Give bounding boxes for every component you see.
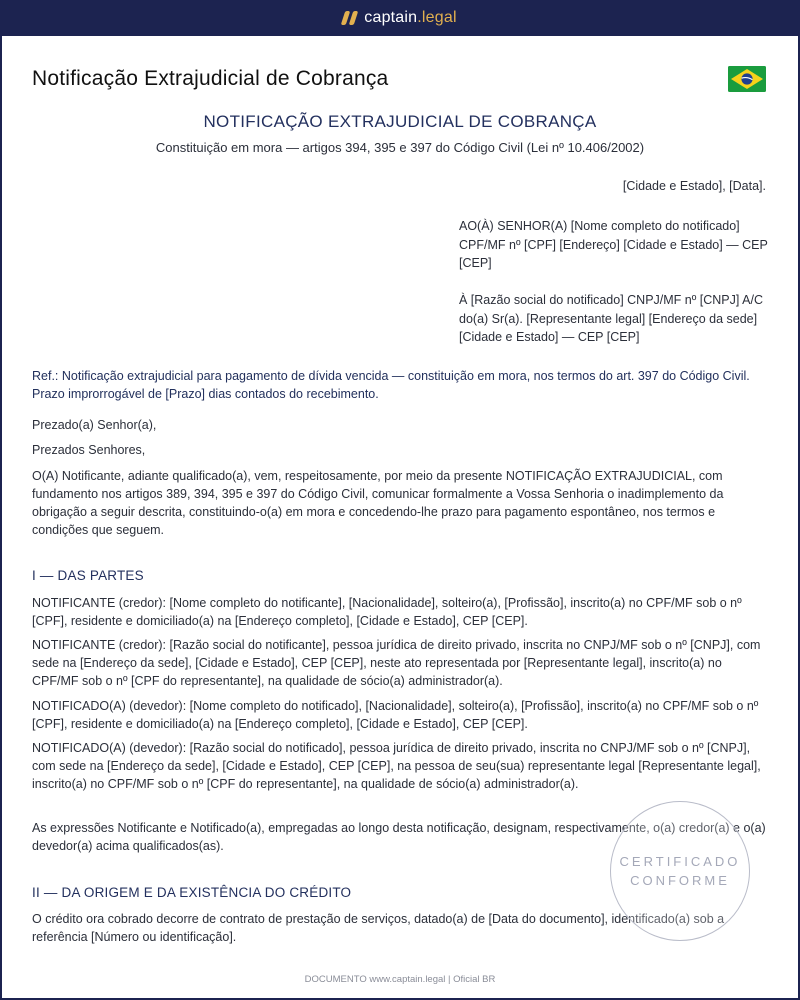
certified-seal-stamp bbox=[610, 801, 750, 941]
document-subtitle: Constituição em mora — artigos 394, 395 e 397 do Código Civil (Lei nº 10.406/2002) bbox=[155, 140, 645, 155]
date-line: [Cidade e Estado], [Data]. bbox=[622, 179, 766, 193]
brazil-flag-icon bbox=[728, 66, 766, 92]
document-title: NOTIFICAÇÃO EXTRAJUDICIAL DE COBRANÇA bbox=[203, 112, 597, 131]
recipient-address-company: À [Razão social do notificado] CNPJ/MF nº [CNPJ] A/C do(a) Sr(a). [Representante legal] [Endereço da sede] [Cidade e Estado] — CEP [CEP] bbox=[459, 293, 763, 344]
party-paragraph: NOTIFICANTE (credor): [Razão social do notificante], pessoa jurídica de direito privado, inscrita no CNPJ/MF sob o nº [CNPJ], com sede na [Endereço da sede], [Cidade e Estado], CEP [CEP], neste ato representada por [Representante legal], inscrito(a) no CPF/MF sob o nº [CPF do representante], na qualidade de sócio(a) administrador(a). bbox=[32, 638, 761, 688]
origin-paragraph: O crédito ora cobrado decorre de contrato de prestação de serviços, datado(a) de [Data do documento], identificado(a) sob a referência [Número ou identificação]. bbox=[32, 912, 725, 944]
document-header bbox=[32, 62, 766, 96]
recipient-address-individual: AO(À) SENHOR(A) [Nome completo do notificado] CPF/MF nº [CPF] [Endereço] [Cidade e Estado] — CEP [CEP] bbox=[459, 219, 768, 270]
greeting-plural: Prezados Senhores, bbox=[32, 443, 146, 457]
definitions-paragraph: As expressões Notificante e Notificado(a), empregadas ao longo desta notificação, designam, respectivamente, o(a) credor(a) e o(a) devedor(a) acima qualificados(as). bbox=[32, 821, 766, 853]
reference-paragraph: Ref.: Notificação extrajudicial para pagamento de dívida vencida — constituição em mora, nos termos do art. 397 do Código Civil. Prazo improrrogável de [Prazo] dias contados do recebimento. bbox=[32, 369, 750, 401]
document-page bbox=[2, 36, 798, 998]
intro-paragraph: O(A) Notificante, adiante qualificado(a), vem, respeitosamente, por meio da presente NOTIFICAÇÃO EXTRAJUDICIAL, com fundamento nos artigos 389, 394, 395 e 397 do Código Civil, comunicar formalmente a Vossa Senhoria o inadimplemento da obrigação a seguir descrita, constituindo-o(a) em mora e concedendo-lhe prazo para pagamento espontâneo, nos termos e condições que seguem. bbox=[32, 469, 724, 537]
party-paragraph: NOTIFICANTE (credor): [Nome completo do notificante], [Nacionalidade], solteiro(a), [Profissão], inscrito(a) no CPF/MF sob o nº [CPF], residente e domiciliado(a) na [Endereço completo], [Cidade e Estado], CEP [CEP]. bbox=[32, 596, 742, 628]
seal-line-1: CERTIFICADO bbox=[619, 854, 741, 869]
page-title: Notificação Extrajudicial de Cobrança bbox=[32, 67, 389, 90]
brand-name: captain.legal bbox=[364, 9, 457, 26]
top-brand-bar bbox=[0, 0, 800, 36]
captain-logo-icon bbox=[343, 11, 356, 25]
party-paragraph: NOTIFICADO(A) (devedor): [Nome completo do notificado], [Nacionalidade], solteiro(a), [Profissão], inscrito(a) no CPF/MF sob o nº [CPF], residente e domiciliado(a) na [Endereço completo], [Cidade e Estado], CEP [CEP]. bbox=[32, 699, 759, 731]
section-heading-parties: I — DAS PARTES bbox=[32, 568, 144, 583]
document-footer: DOCUMENTO www.captain.legal | Oficial BR bbox=[304, 974, 496, 985]
brand-logo[interactable] bbox=[343, 9, 456, 27]
party-paragraph: NOTIFICADO(A) (devedor): [Razão social do notificado], pessoa jurídica de direito privado, inscrita no CNPJ/MF sob o nº [CNPJ], com sede na [Endereço da sede], [Cidade e Estado], CEP [CEP], na pessoa de seu(sua) representante legal [Representante legal], inscrito(a) no CPF/MF sob o nº [CPF do representante], na qualidade de sócio(a) administrador(a). bbox=[32, 741, 761, 791]
seal-line-2: CONFORME bbox=[630, 873, 730, 888]
greeting-individual: Prezado(a) Senhor(a), bbox=[32, 418, 157, 432]
section-heading-origin: II — DA ORIGEM E DA EXISTÊNCIA DO CRÉDITO bbox=[32, 885, 352, 900]
